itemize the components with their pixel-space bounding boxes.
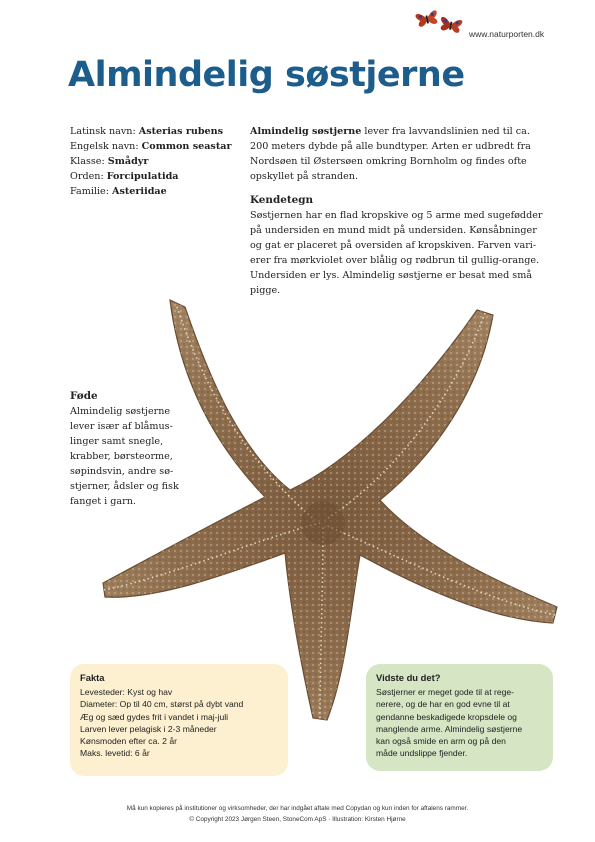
kendetegn-line: på undersiden en mund midt på undersiden. Kønsåbninger [250,225,537,236]
vidste-line: manglende arme. Almindelig søstjerne [376,723,523,734]
fode-heading: Føde [70,390,98,402]
fode-line: linger samt snegle, [70,436,164,447]
taxonomy-row [70,169,232,184]
website-url[interactable]: www.naturporten.dk [469,29,545,39]
kendetegn-heading: Kendetegn [250,194,314,206]
kendetegn-line: og gat er placeret på oversiden af kropskiven. Farven vari- [250,240,537,251]
fode-line: lever især af blåmus- [70,421,173,432]
vidste-title: Vidste du det? [376,672,441,683]
fakta-line: Æg og sæd gydes frit i vandet i maj-juli [80,711,229,722]
intro-line: opskyllet på stranden. [250,171,359,182]
intro-line: 200 meters dybde på alle bundtyper. Arten er udbredt fra [250,141,531,152]
page-title: Almindelig søstjerne [68,55,465,95]
fakta-line: Maks. levetid: 6 år [80,748,150,759]
fakta-box [70,664,288,776]
vidste-line: Søstjerner er meget gode til at rege- [376,687,515,698]
taxonomy-row [70,184,232,199]
fakta-line: Kønsmoden efter ca. 2 år [80,736,177,747]
intro-paragraph [250,124,545,184]
taxonomy-value: Smådyr [107,156,149,167]
vidste-line: gendanne beskadigede kropsdele og [376,711,517,722]
intro-line: lever fra lavvandslinien ned til ca. [361,126,530,137]
taxonomy-value: Forcipulatida [106,171,179,182]
taxonomy-list [70,124,232,199]
fode-line: fanget i garn. [70,496,136,507]
fode-line: Almindelig søstjerne [70,406,171,417]
intro-line: Nordsøen til Østersøen omkring Bornholm og findes ofte [250,156,527,167]
taxonomy-value: Asterias rubens [138,126,224,137]
taxonomy-label: Klasse: [70,156,105,167]
taxonomy-label: Engelsk navn: [70,141,139,152]
fakta-line: Levesteder: Kyst og hav [80,687,173,698]
fode-line: stjerner, ådsler og fisk [70,481,179,492]
taxonomy-row [70,124,232,139]
butterflies-icon [408,6,472,36]
footer-copy-notice: Må kun kopieres på institutioner og virksomheder, der har indgået aftale med Copydan og kun inden for aftalens rammer. [126,805,469,812]
kendetegn-line: pigge. [250,285,281,296]
kendetegn-line: Undersiden er lys. Almindelig søstjerne er besat med små [250,270,533,281]
fode-section [70,389,190,509]
fakta-line: Larven lever pelagisk i 2-3 måneder [80,723,217,734]
vidste-line: måde undslippe fjender. [376,748,468,759]
fakta-title: Fakta [80,672,105,683]
vidste-line: nerere, og de har en god evne til at [376,699,510,710]
kendetegn-section [250,193,550,298]
fakta-line: Diameter: Op til 40 cm, størst på dybt vand [80,699,244,710]
kendetegn-line: erer fra mørkviolet over blålig og rødbrun til gullig-orange. [250,255,540,266]
footer-copyright: © Copyright 2023 Jørgen Steen, StoneCom ApS · Illustration: Kirsten Hjørne [189,816,406,823]
vidste-line: kan også smide en arm og på den [376,736,506,747]
fode-line: søpindsvin, andre sø- [70,466,174,477]
taxonomy-value: Common seastar [141,141,232,152]
vidste-du-det-box [366,664,553,771]
fode-line: krabber, børsteorme, [70,451,173,462]
taxonomy-row [70,154,232,169]
taxonomy-label: Orden: [70,171,104,182]
taxonomy-label: Latinsk navn: [70,126,136,137]
taxonomy-label: Familie: [70,186,109,197]
kendetegn-line: Søstjernen har en flad kropskive og 5 arme med sugefødder [250,210,543,221]
taxonomy-value: Asteriidae [112,186,167,197]
intro-species-name: Almindelig søstjerne [250,126,362,137]
taxonomy-row [70,139,232,154]
